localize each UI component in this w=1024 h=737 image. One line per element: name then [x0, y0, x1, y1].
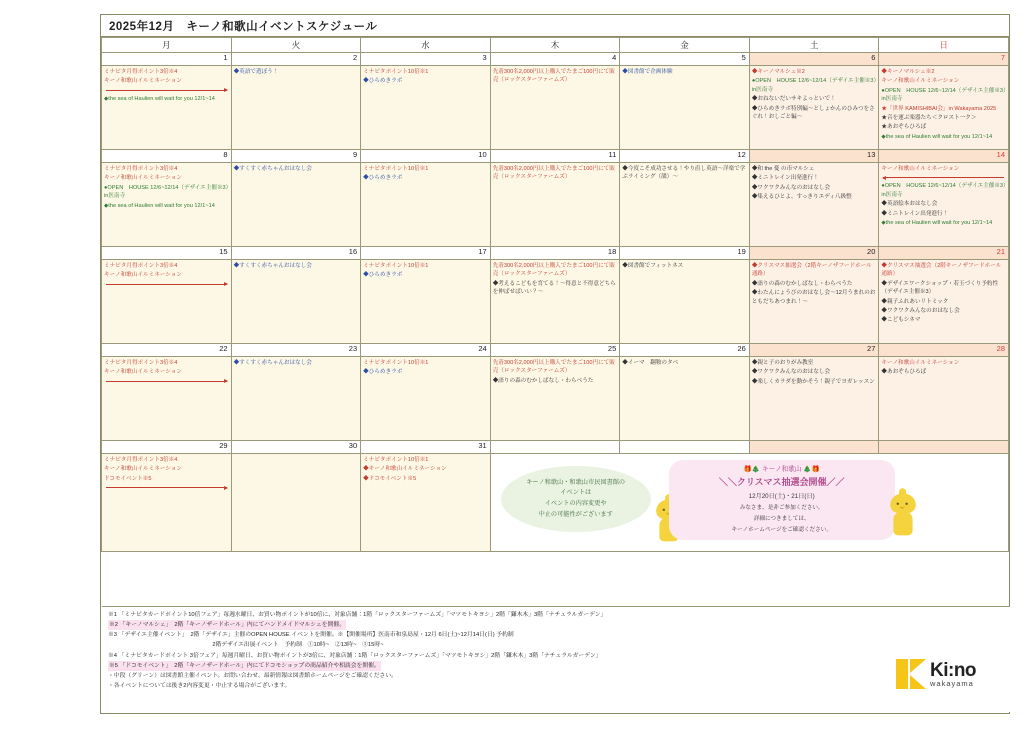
date-number: 13 [749, 150, 879, 163]
weekday-header-row [102, 38, 1009, 53]
calendar-day-cell[interactable] [102, 357, 232, 441]
event-item: キーノ和歌山イルミネーション [881, 166, 960, 172]
event-item: ◆和 the 憂 の市マルシェ [751, 166, 815, 172]
calendar-day-cell[interactable] [879, 357, 1009, 441]
calendar-event-row [102, 357, 1009, 441]
event-item: 先着300名2,000円以上購入でたまご100円にて販売（ロックスターファームズ） [492, 166, 615, 181]
date-number: 22 [102, 344, 232, 357]
calendar-day-cell[interactable] [361, 260, 491, 344]
notice-line: イベントの内容変更や [544, 500, 607, 507]
calendar-body [102, 53, 1009, 552]
calendar-day-cell[interactable] [620, 163, 750, 247]
date-number: 8 [102, 150, 232, 163]
event-item: ◆キーノマルシェ※2 [881, 69, 935, 75]
footnote-green-note: ・中段（グリーン）は図書館主催イベント。お問い合わせ、最新情報は図書館ホームページをご確認ください。 [108, 672, 397, 679]
event-item: ●OPEN HOUSE 12/6~12/14（デザイエ主催※3）in医南寺 [751, 78, 877, 93]
notice-line: キーノ和歌山・和歌山市民図書館の [526, 478, 626, 486]
event-item: ミナピタ月得ポイント3倍※4 [104, 360, 178, 366]
calendar-day-cell[interactable] [490, 260, 620, 344]
event-item: ◆デザイエワークショップ・若玉づくり予約性（デザイエ主催※3） [881, 280, 999, 296]
event-item: 先着300名2,000円以上購入でたまご100円にて販売（ロックスターファームズ） [492, 360, 615, 375]
event-item: ◆キーノマルシェ※2 [751, 69, 805, 75]
calendar-day-cell[interactable] [620, 66, 750, 150]
event-item: ミナピタポイント10倍※1 [363, 69, 429, 75]
weekday-header-tue: 火 [231, 38, 361, 53]
event-item: キーノ和歌山イルミネーション [104, 369, 182, 376]
duration-arrow [104, 484, 229, 492]
footnote-4: ※4 「ミナピタカードポイント 3倍フェア」毎週月曜日、お買い物ポイントが3倍に、対象店舗：1階「ロックスターファームズ」「マツモトキヨシ」2階「鎌木木」3階「ナチュラルガーデン」 [108, 652, 602, 659]
event-item: ミナピタポイント10倍※1 [363, 457, 429, 463]
date-number: 9 [231, 150, 361, 163]
duration-arrow [881, 174, 1006, 182]
event-item: ◆ひらめきラボ特別編～としょかんのひみつをさぐれ！おしごと編～ [751, 105, 875, 120]
date-number: 19 [620, 247, 750, 260]
footnote-change-note: ・各イベントについては後き2内容変更・中止する場合がございます。 [108, 682, 291, 689]
date-number: 17 [361, 247, 491, 260]
lottery-date: 12月20日(土)・21日(日) [748, 493, 815, 501]
calendar-date-row [102, 441, 1009, 454]
event-item: 先着300名2,000円以上購入でたまご100円にて販売（ロックスターファームズ） [492, 263, 615, 278]
kino-logo-name: Ki:no [930, 659, 977, 681]
calendar-event-row [102, 454, 1009, 552]
date-number: 28 [879, 344, 1009, 357]
calendar-day-cell[interactable] [490, 163, 620, 247]
calendar-day-cell[interactable] [361, 66, 491, 150]
date-number: 26 [620, 344, 750, 357]
calendar-day-cell[interactable] [231, 357, 361, 441]
date-number: 25 [490, 344, 620, 357]
event-item: ●OPEN HOUSE 12/6~12/14（デザイエ主催※3）in医南寺 [881, 87, 1006, 103]
calendar-day-cell[interactable] [231, 260, 361, 344]
event-item: キーノ和歌山イルミネーション [104, 272, 182, 279]
calendar-day-cell[interactable] [879, 163, 1009, 247]
calendar-day-cell[interactable] [620, 260, 750, 344]
calendar-day-cell[interactable] [231, 163, 361, 247]
calendar-day-cell[interactable] [102, 66, 232, 150]
date-number: 6 [749, 53, 879, 66]
event-item: ★音を運ぶ楽器たち＜クロスト一ク＞ [881, 114, 977, 121]
event-item: キーノ和歌山イルミネーション [104, 466, 182, 473]
event-item: ◆すくすく赤ちゃんおはなし会 [233, 166, 312, 172]
event-item: ミナピタポイント10倍※1 [363, 263, 429, 269]
date-number: 27 [749, 344, 879, 357]
event-item: キーノ和歌山イルミネーション [104, 78, 182, 85]
date-number: 14 [879, 150, 1009, 163]
calendar-day-cell[interactable] [361, 454, 491, 552]
calendar-day-cell[interactable] [879, 260, 1009, 344]
event-item: ◆ひらめきラボ [363, 78, 403, 85]
calendar-day-cell[interactable] [749, 66, 879, 150]
weekday-header-sat: 土 [749, 38, 879, 53]
event-item: ミナピタ月得ポイント3倍※4 [104, 69, 178, 75]
lottery-title: ＼＼クリスマス抽選会開催／／ [718, 476, 845, 487]
event-item: ドコモイベント※5 [104, 475, 152, 482]
event-item: キーノ和歌山イルミネーション [881, 360, 960, 366]
event-item: ★あおぞらひろば [881, 124, 927, 131]
footnote-3b: 2階デザイエ出展イベント 予約制 ①10時~ ②13時~ ③15時~ [108, 642, 384, 649]
event-item: ◆the sea of Haulien will wait for you 12/1~14 [104, 95, 215, 102]
duration-arrow [104, 378, 229, 386]
footnote-5: ※5 「ドコモイベント」 2階「キーノザードホール」内にてドコモショップの商品紹介や相談会を開催。 [108, 661, 381, 671]
event-item: ◆楽しくカラダを動かそう！親子でヨガレッスン [751, 378, 875, 385]
event-item: ◆キーノ和歌山イルミネーション [363, 466, 447, 473]
date-number: 30 [231, 441, 361, 454]
calendar-day-cell[interactable] [231, 66, 361, 150]
date-number: 24 [361, 344, 491, 357]
date-number: 16 [231, 247, 361, 260]
date-number: 18 [490, 247, 620, 260]
event-item: ◆わたんにょうびのおはなし会～12月うまれのおともだちあつまれ！～ [751, 290, 876, 305]
event-item: ◆ひらめきラボ [363, 369, 403, 376]
date-number: 15 [102, 247, 232, 260]
lottery-note-line: キーノホームページをご確認ください。 [731, 526, 832, 533]
event-item: ◆親子ふれあいリトミック [881, 298, 949, 305]
footnote-3: ※3 「デザイエ主催イベント」 2階「デザイエ」主催のOPEN HOUSE イベントを開催。※【開催場所】医南市和泉島屋・12月 6日(土)~12月14日(日) 予約制 [108, 632, 514, 639]
event-item: ◆英語で遊ぼう！ [233, 69, 279, 75]
date-number: 12 [620, 150, 750, 163]
event-item: ●OPEN HOUSE 12/6~12/14（デザイエ主催※3）in医南寺 [104, 184, 229, 200]
notice-line: イベントは [560, 489, 592, 497]
event-item: ◆ワクワクみんなのおはなし会 [751, 369, 831, 376]
date-number [879, 441, 1009, 454]
event-item: ミナピタ月得ポイント3倍※4 [104, 166, 178, 172]
event-item: ◆あおぞらひろば [881, 369, 927, 376]
calendar-day-cell[interactable] [102, 260, 232, 344]
event-item: ◆ドコモイベント※5 [363, 475, 417, 482]
event-item: ◆ミニトレイン出発進行！ [751, 175, 819, 182]
event-item: ◆すくすく赤ちゃんおはなし会 [233, 360, 312, 366]
kino-logo-mark-icon [896, 659, 926, 689]
event-item: キーノ和歌山イルミネーション [104, 175, 182, 182]
date-number: 23 [231, 344, 361, 357]
event-item: ◆すくすく赤ちゃんおはなし会 [233, 263, 312, 269]
event-item: ミナピタポイント10倍※1 [363, 360, 429, 366]
date-number: 20 [749, 247, 879, 260]
calendar-event-row [102, 260, 1009, 344]
date-number: 1 [102, 53, 232, 66]
event-item: ミナピタ月得ポイント3倍※4 [104, 263, 178, 269]
notice-bubble [501, 466, 651, 532]
calendar-event-row [102, 163, 1009, 247]
calendar-day-cell[interactable] [361, 163, 491, 247]
weekday-header-fri: 金 [620, 38, 750, 53]
calendar-day-cell[interactable] [102, 163, 232, 247]
duration-arrow [104, 281, 229, 289]
event-item: ◆図書館でフィットネス [622, 263, 684, 269]
date-number [490, 441, 620, 454]
event-item: ◆語りの森のむかしばなし・わらべうた [751, 280, 853, 287]
event-item: ★「世界 KAMISHIBAI会」in Wakayama 2025 [881, 105, 997, 112]
event-item: ◆the sea of Haulien will wait for you 12/1~14 [104, 202, 215, 209]
calendar-day-cell[interactable] [231, 454, 361, 552]
date-number [620, 441, 750, 454]
calendar-frame [100, 14, 1010, 714]
calendar-day-cell[interactable] [490, 357, 620, 441]
kino-logo-sub: wakayama [930, 678, 974, 688]
event-item: ◆おねないだいサキよっといで！ [751, 96, 836, 103]
footnote-1: ※1 「ミナピタカードポイント10倍フェア」毎週水曜日、お買い物ポイントが10倍に、対象店舗：1階「ロックスターファームズ」「マツモトキヨシ」2階「鎌木木」3階「ナチュラルガーデン」 [108, 612, 607, 618]
kino-logo [896, 652, 1002, 696]
event-item: ◆集えるひとよ、すっきりエディ八級整 [751, 194, 852, 201]
weekday-header-sun: 日 [879, 38, 1009, 53]
date-number: 4 [490, 53, 620, 66]
calendar-day-cell[interactable] [749, 163, 879, 247]
date-number: 3 [361, 53, 491, 66]
calendar-day-cell[interactable] [620, 357, 750, 441]
promo-area [490, 454, 1008, 552]
calendar-day-cell[interactable] [749, 260, 879, 344]
christmas-lottery-banner [669, 460, 895, 540]
calendar-day-cell[interactable] [879, 66, 1009, 150]
date-number: 11 [490, 150, 620, 163]
event-item: ミナピタポイント10倍※1 [363, 166, 429, 172]
calendar-date-row [102, 53, 1009, 66]
weekday-header-thu: 木 [490, 38, 620, 53]
event-item: ◆イーマ 翻鞍のタベ [622, 360, 679, 366]
event-item: ◆今度こそ成功させる！やり直し英語～洋楽で学ぶライミング（韻）～ [622, 166, 746, 181]
calendar-day-cell[interactable] [361, 357, 491, 441]
event-item: ◆ミニトレイン出発進行！ [881, 210, 949, 217]
event-item: ◆考えるこどもを育てる！～得意と不得意どちらを伸ばせばいい？～ [492, 280, 616, 296]
event-calendar [101, 37, 1009, 552]
event-item: ●OPEN HOUSE 12/6~12/14（デザイエ主催※3）in医南寺 [881, 183, 1006, 198]
calendar-date-row [102, 150, 1009, 163]
date-number: 7 [879, 53, 1009, 66]
lottery-header: 🎁🎄 キーノ和歌山 🎄🎁 [743, 466, 820, 473]
event-item: 先着300名2,000円以上購入でたまご100円にて販売（ロックスターファームズ） [492, 69, 615, 84]
date-number: 31 [361, 441, 491, 454]
footnote-2: ※2 「キーノマルシェ」 2階「キーノザードホール」内にてハンドメイドマルシェを開催。 [108, 620, 346, 630]
lottery-note-line: みなさま、是非ご参加ください。 [739, 504, 824, 511]
event-item: ◆ひらめきラボ [363, 175, 403, 182]
event-item: ◆親と子のおりがみ教室 [751, 360, 814, 366]
event-item: ◆ワクワクみんなのおはなし会 [751, 184, 831, 191]
calendar-date-row [102, 344, 1009, 357]
event-item: ◆the sea of Haulien will wait for you 12/1~14 [881, 219, 993, 226]
weekday-header-wed: 水 [361, 38, 491, 53]
calendar-date-row [102, 247, 1009, 260]
footnotes [102, 606, 1010, 712]
date-number: 10 [361, 150, 491, 163]
event-item: ◆英語絵本おはなし会 [881, 201, 938, 208]
event-item: ◆クリスマス抽選会（2階キーノザフードホール通路） [881, 263, 1002, 278]
event-item: ◆クリスマス抽選会（2階キーノザフードホール通路） [751, 263, 872, 278]
date-number: 5 [620, 53, 750, 66]
event-item: ◆図書館で企画体験 [622, 69, 673, 75]
mascot-icon-2 [887, 494, 919, 540]
event-item: ◆ひらめきラボ [363, 272, 403, 279]
calendar-day-cell[interactable] [102, 454, 232, 552]
event-item: ◆ワクワクみんなのおはなし会 [881, 307, 960, 314]
calendar-day-cell[interactable] [749, 357, 879, 441]
calendar-event-row [102, 66, 1009, 150]
date-number: 2 [231, 53, 361, 66]
duration-arrow [104, 87, 229, 95]
document-title: 2025年12月 キーノ和歌山イベントスケジュール [101, 15, 1009, 37]
date-number: 21 [879, 247, 1009, 260]
event-item: キーノ和歌山イルミネーション [881, 78, 960, 85]
event-item: ミナピタ月得ポイント3倍※4 [104, 457, 178, 463]
event-item: ◆the sea of Haulien will wait for you 12/1~14 [881, 133, 993, 140]
event-item: ◆語りの森のむかしばなし・わらべうた [492, 377, 594, 384]
event-item: ◆こどもシネマ [881, 317, 921, 324]
calendar-day-cell[interactable] [490, 66, 620, 150]
lottery-note-line: 詳細につきましては、 [753, 515, 810, 522]
weekday-header-mon: 月 [102, 38, 232, 53]
date-number: 29 [102, 441, 232, 454]
date-number [749, 441, 879, 454]
notice-line: 中止の可能性がございます [538, 510, 613, 518]
